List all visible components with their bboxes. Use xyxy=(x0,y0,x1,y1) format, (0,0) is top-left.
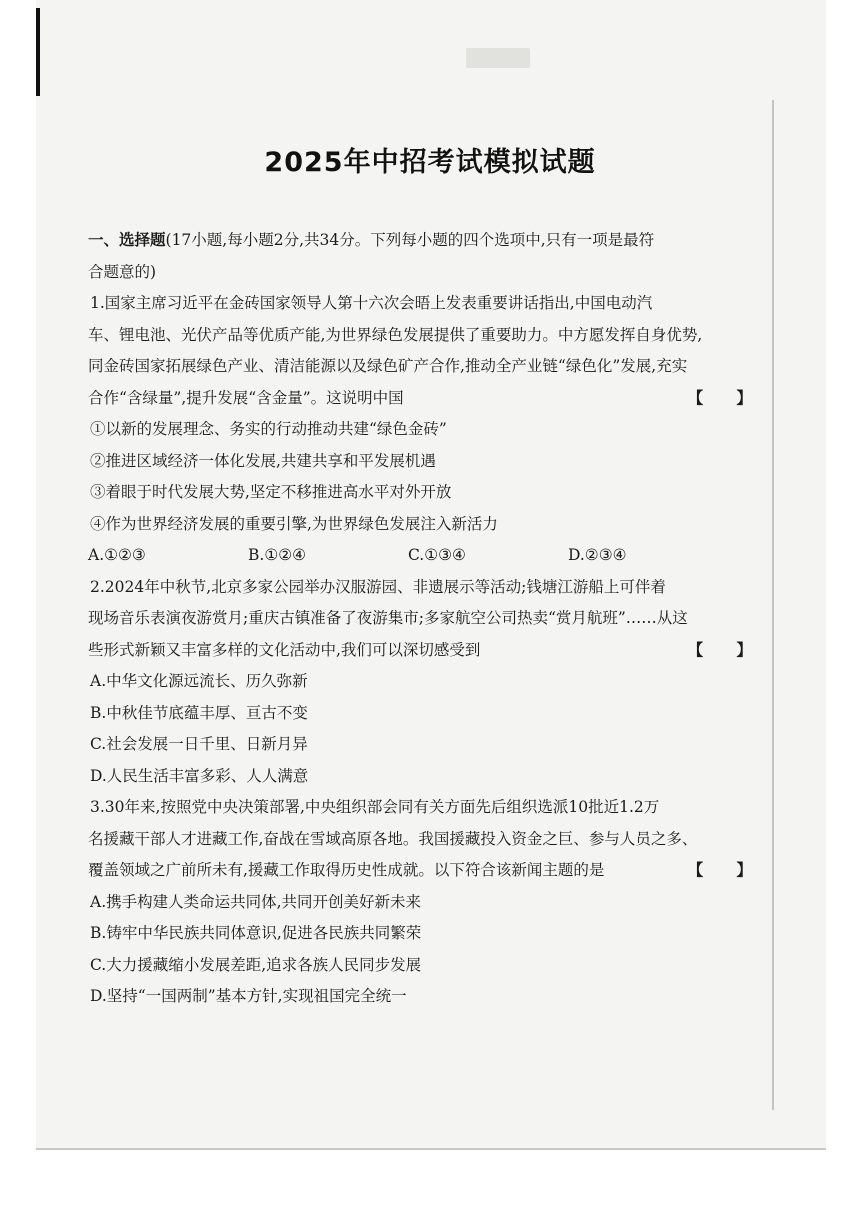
page-bottom-edge xyxy=(36,1148,826,1150)
question-stem-line: 名援藏干部人才进藏工作,奋战在雪域高原各地。我国援藏投入资金之巨、参与人员之多、 xyxy=(88,829,698,848)
option-d: D.②③④ xyxy=(568,546,627,564)
question-stem-line xyxy=(88,635,770,667)
question-stem-text: 合作“含绿量”,提升发展“含金量”。这说明中国 xyxy=(88,388,404,407)
question-2 xyxy=(88,572,770,793)
section-label: 一、选择题 xyxy=(88,231,166,249)
statement-item: ①以新的发展理念、务实的行动推动共建“绿色金砖” xyxy=(90,420,447,438)
section-heading xyxy=(88,225,770,257)
question-stem-text: 覆盖领域之广前所未有,援藏工作取得历史性成就。以下符合该新闻主题的是 xyxy=(88,861,605,879)
exam-content xyxy=(88,225,770,1013)
scan-edge-mark xyxy=(36,8,40,96)
option-a: A.①②③ xyxy=(88,546,146,564)
option-b: B.中秋佳节底蕴丰厚、亘古不变 xyxy=(90,703,308,722)
section-note: (17小题,每小题2分,共34分。下列每小题的四个选项中,只有一项是最符 xyxy=(165,231,655,249)
option-c: C.社会发展一日千里、日新月异 xyxy=(90,735,308,753)
option-b: B.①②④ xyxy=(248,546,307,564)
question-stem-line: 车、锂电池、光伏产品等优质产能,为世界绿色发展提供了重要助力。中方愿发挥自身优势, xyxy=(88,325,703,344)
option-a: A.中华文化源远流长、历久弥新 xyxy=(90,672,308,690)
faded-stamp-mark xyxy=(466,48,530,68)
answer-bracket: 【 】 xyxy=(687,388,766,407)
option-d: D.人民生活丰富多彩、人人满意 xyxy=(90,766,309,785)
question-stem-line xyxy=(88,383,770,415)
question-stem-line: 3.30年来,按照党中央决策部署,中央组织部会同有关方面先后组织选派10批近1.2万 xyxy=(90,798,660,816)
section-note-continued: 合题意的) xyxy=(88,262,157,281)
question-stem-line: 现场音乐表演夜游赏月;重庆古镇准备了夜游集市;多家航空公司热卖“赏月航班”……从这 xyxy=(88,609,688,627)
question-stem-line: 2.2024年中秋节,北京多家公园举办汉服游园、非遗展示等活动;钱塘江游船上可伴着 xyxy=(90,577,666,596)
option-d: D.坚持“一国两制”基本方针,实现祖国完全统一 xyxy=(90,987,407,1005)
statement-item: ③着眼于时代发展大势,坚定不移推进高水平对外开放 xyxy=(90,483,452,501)
page-fold-line xyxy=(772,100,774,1110)
statement-item: ④作为世界经济发展的重要引擎,为世界绿色发展注入新活力 xyxy=(90,514,498,533)
option-a: A.携手构建人类命运共同体,共同开创美好新未来 xyxy=(90,892,422,911)
question-1 xyxy=(88,288,770,572)
answer-bracket: 【 】 xyxy=(687,640,766,659)
question-stem-line: 同金砖国家拓展绿色产业、清洁能源以及绿色矿产合作,推动全产业链“绿色化”发展,充实 xyxy=(88,357,688,375)
statement-item: ②推进区域经济一体化发展,共建共享和平发展机遇 xyxy=(90,451,436,470)
option-c: C.①③④ xyxy=(408,546,466,564)
question-stem-text: 些形式新颖又丰富多样的文化活动中,我们可以深切感受到 xyxy=(88,640,481,659)
option-row xyxy=(88,540,728,572)
exam-title: 2025年中招考试模拟试题 xyxy=(264,147,596,178)
option-b: B.铸牢中华民族共同体意识,促进各民族共同繁荣 xyxy=(90,924,422,942)
question-3 xyxy=(88,792,770,1013)
option-c: C.大力援藏缩小发展差距,追求各族人民同步发展 xyxy=(90,955,422,974)
question-stem-line: 1.国家主席习近平在金砖国家领导人第十六次会晤上发表重要讲话指出,中国电动汽 xyxy=(90,294,653,312)
answer-bracket: 【 】 xyxy=(687,861,766,879)
question-stem-line xyxy=(88,855,770,887)
